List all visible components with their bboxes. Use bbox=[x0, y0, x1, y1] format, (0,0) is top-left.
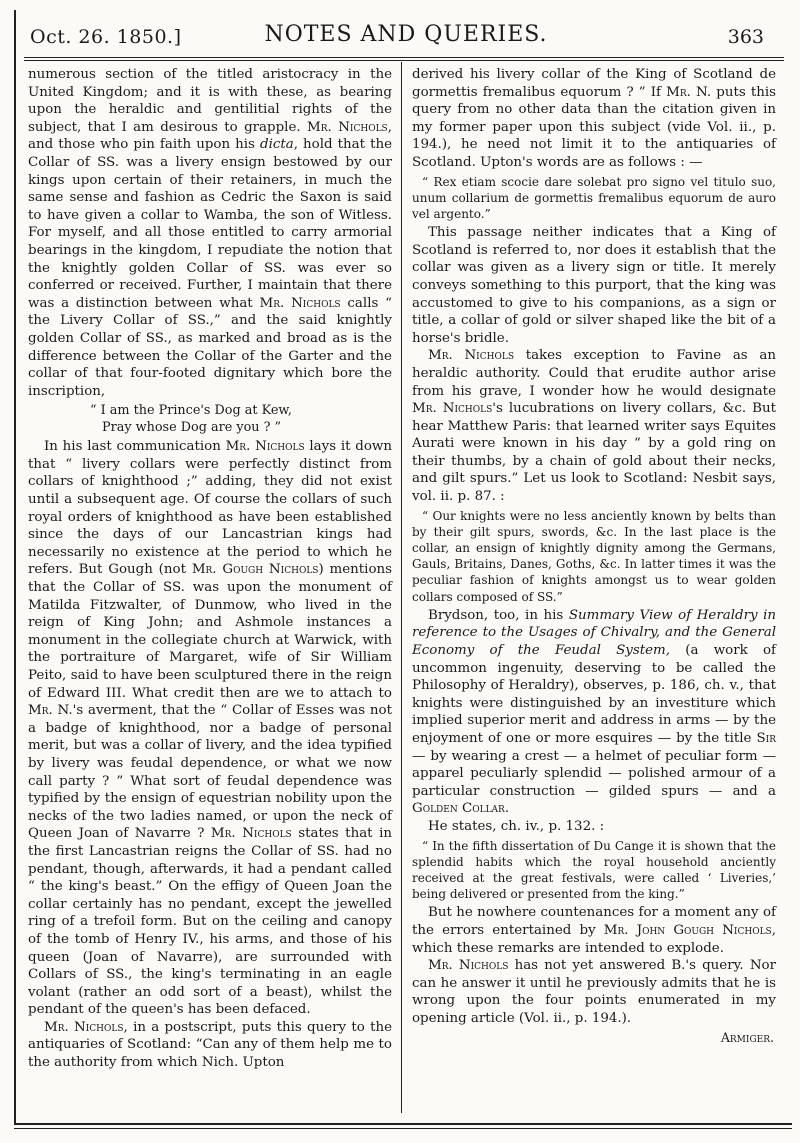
author-signature: Armiger. bbox=[720, 1029, 774, 1045]
paragraph bbox=[412, 904, 776, 957]
block-quotation: “ In the fifth dissertation of Du Cange it is shown that the splendid habits which the royal household anciently received at the great festivals, were called ‘ Liveries,’ being delivered or presented from the king.” bbox=[412, 838, 776, 902]
text-run: puts this query from no other data than the citation given in my former paper upon this subject (vide Vol. ii., p. 194.), he need not limit it to the antiquaries of Scotland. Upton's words are as follows : — bbox=[412, 84, 776, 170]
block-quotation: “ Rex etiam scocie dare solebat pro signo vel titulo suo, unum collarium de gormettis fremalibus equorum de auro vel argento.” bbox=[412, 174, 776, 221]
left-column bbox=[28, 66, 392, 1072]
italic-text: dicta bbox=[260, 137, 294, 153]
small-caps-name: Mr. Nichols bbox=[412, 401, 493, 417]
text-run: numerous section of the titled aristocracy in the United Kingdom; and it is with these, as bearing upon the heraldic and gentilitial rights of the subject, that I am desirous to grapple. bbox=[28, 67, 392, 135]
text-run: — by wearing a crest — a helmet of peculiar form — apparel peculiarly splendid — polished armour of a particular construction — gilded spurs — and a bbox=[412, 748, 776, 799]
small-caps-name: Golden Collar. bbox=[412, 801, 510, 817]
paragraph bbox=[412, 66, 776, 172]
paragraph bbox=[28, 66, 392, 400]
text-run: states that in the first Lancastrian reigns the Collar of SS. had no pendant, though, afterwards, it had a pendant called “ the king's beast.” On the effigy of Queen Joan the collar certainly has no pendant, except the jewelled ring of a trefoil form. But on the ceiling and canopy of the tomb of Henry IV., his arms, and those of his queen (Joan of Navarre), are surrounded with Collars of SS., the king's terminating in an eagle volant (rather an odd sort of a beast), whilst the pendant of the queen's has been defaced. bbox=[28, 826, 392, 1018]
page-number: 363 bbox=[727, 26, 764, 48]
header-rule-second bbox=[24, 60, 784, 61]
small-caps-name: Mr. N. bbox=[28, 703, 73, 719]
text-run: , hold that the Collar of SS. was a livery ensign bestowed by our kings upon certain of their retainers, in much the same sense and fashion as Cedric the Saxon is said to have given a collar to Wamba, the son of Witless. For myself, and all those entitled to carry armorial bearings in the kingdom, I repudiate the notion that the knightly golden Collar of SS. was ever so conferred or received. Further, I maintain that there was a distinction between what bbox=[28, 137, 392, 311]
text-run: This passage neither indicates that a King of Scotland is referred to, nor does it establish that the collar was given as a livery sign or title. It merely conveys something to this purport, that the king was accustomed to give to his companions, as a sign or title, a collar of gold or silver shaped like the bit of a horse's bridle. bbox=[412, 225, 776, 346]
verse-line: Pray whose Dog are you ? ” bbox=[102, 420, 282, 436]
paragraph bbox=[412, 818, 776, 836]
small-caps-name: Mr. Nichols bbox=[44, 1019, 124, 1035]
text-run: , in a postscript, puts this query to the antiquaries of Scotland: “Can any of them help me to the authority from which Nich. Upton bbox=[28, 1019, 393, 1071]
text-run: derived his livery collar of the King of Scotland de gormettis fremalibus equorum ? ” If bbox=[412, 67, 776, 100]
paragraph bbox=[412, 224, 776, 347]
left-border-line bbox=[14, 10, 16, 1125]
header-title: NOTES AND QUERIES. bbox=[264, 22, 548, 47]
small-caps-name: Mr. Nichols bbox=[225, 439, 305, 455]
small-caps-name: Mr. N. bbox=[666, 84, 712, 100]
paragraph bbox=[412, 607, 776, 818]
small-caps-name: Mr. John Gough Nichols bbox=[603, 923, 772, 939]
text-run: But he nowhere countenances for a moment any of the errors entertained by bbox=[412, 905, 776, 939]
text-run: 's averment, that the “ Collar of Esses was not a badge of knighthood, nor a badge of personal merit, but was a collar of livery, and the idea typified by livery was feudal dependence, or what we now call party ? ” What sort of feudal dependence was typified by the ensign of equestrian nobility upon the necks of the two ladies named, or upon the neck of Queen Joan of Navarre ? bbox=[28, 703, 392, 842]
paragraph bbox=[28, 1019, 392, 1072]
verse-line: “ I am the Prince's Dog at Kew, bbox=[90, 403, 292, 419]
text-run: , which these remarks are intended to explode. bbox=[412, 923, 776, 956]
bottom-border-line bbox=[14, 1123, 792, 1125]
text-run: ) mentions that the Collar of SS. was upon the monument of Matilda Fitzwalter, of Dunmow, who lived in the reign of King John; and Ashmole instances a monument in the collegiate church at Warwick, with the portraiture of Margaret, wife of Sir William Peito, said to have been sculptured there in the reign of Edward III. What credit then are we to attach to bbox=[28, 562, 392, 701]
paragraph bbox=[412, 347, 776, 505]
text-run: Brydson, too, in his bbox=[428, 607, 569, 623]
column-divider bbox=[401, 62, 402, 1113]
text-run: (a work of uncommon ingenuity, deserving to be called the Philosophy of Heraldry), observes, p. 186, ch. v., that knights were distinguished by an investiture which implied superior merit and address in arms — by the enjoyment of one or more esquires — by the title bbox=[412, 643, 776, 747]
small-caps-name: Mr. Nichols bbox=[259, 295, 341, 311]
text-run: has not yet answered B.'s query. Nor can he answer it until he previously admits that he is wrong upon the four points enumerated in my opening article (Vol. ii., p. 194.). bbox=[412, 958, 776, 1026]
header-date: Oct. 26. 1850.] bbox=[30, 26, 182, 48]
header-rule bbox=[24, 57, 784, 58]
text-run: 's lucubrations on livery collars, &c. But hear Matthew Paris: that learned writer says Equites Aurati were known in his day “ by a gold ring on their thumbs, by a chain of gold about their necks, and gilt spurs.” Let us look to Scotland: Nesbit says, vol. ii. p. 87. : bbox=[412, 401, 777, 505]
paragraph bbox=[28, 438, 392, 1019]
small-caps-name: Mr. Nichols bbox=[428, 958, 509, 974]
text-run: , and those who pin faith upon his bbox=[28, 119, 392, 153]
paragraph bbox=[412, 957, 776, 1027]
text-run: In his last communication bbox=[44, 439, 226, 455]
text-run: calls “ the Livery Collar of SS.,” and the said knightly golden Collar of SS., as marked and broad as is the difference between the Collar of the Garter and the collar of that four-footed dignitary which bore the inscription, bbox=[28, 295, 393, 399]
small-caps-name: Mr. Nichols bbox=[307, 119, 388, 135]
small-caps-name: Mr. Nichols bbox=[210, 826, 292, 842]
running-header bbox=[30, 20, 782, 54]
text-run: lays it down that “ livery collars were perfectly distinct from collars of knighthood ;” adding, they did not exist until a subsequent age. Of course the collars of such royal orders of knighthood as have been established since the days of our Lancastrian kings had necessarily no existence at the period to which he refers. But Gough (not bbox=[28, 439, 393, 578]
small-caps-name: Mr. Gough Nichols bbox=[191, 562, 319, 578]
block-quotation: “ Our knights were no less anciently known by belts than by their gilt spurs, swords, &c. In the last place is the collar, an ensign of knightly dignity among the Germans, Gauls, Britains, Danes, Goths, &c. In latter times it was the peculiar fashion of knights amongst us to wear golden collars composed of SS.” bbox=[412, 508, 776, 604]
text-run: He states, ch. iv., p. 132. : bbox=[428, 819, 605, 835]
text-run: takes exception to Favine as an heraldic authority. Could that erudite author arise from his grave, I wonder how he would designate bbox=[412, 348, 776, 399]
right-column bbox=[412, 66, 776, 1046]
verse-quotation bbox=[90, 402, 392, 436]
small-caps-name: Sir bbox=[756, 731, 776, 747]
small-caps-name: Mr. Nichols bbox=[428, 348, 514, 364]
bottom-border-line-inner bbox=[14, 1128, 792, 1129]
italic-text: Summary View of Heraldry in reference to the Usages of Chivalry, and the General Economy of the Feudal System, bbox=[412, 607, 776, 659]
